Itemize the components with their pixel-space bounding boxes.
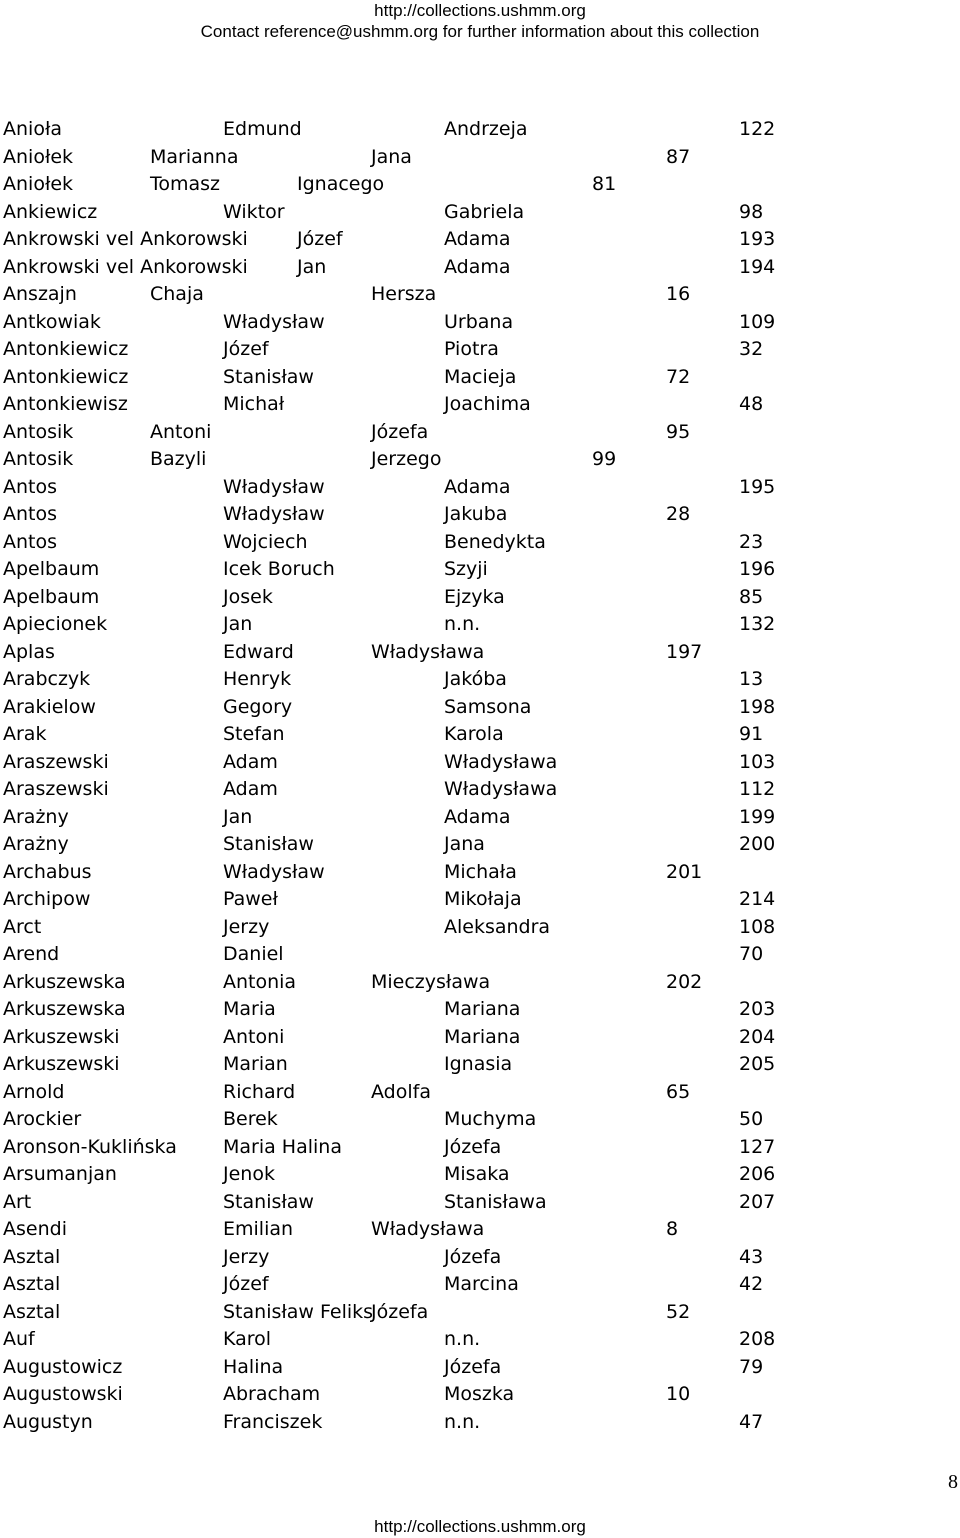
first-name-cell: Marian [223, 1053, 288, 1075]
number-cell: 132 [739, 613, 776, 635]
surname-cell: Antkowiak [3, 310, 101, 333]
header-url: http://collections.ushmm.org [374, 1, 586, 20]
number-cell: 32 [739, 338, 764, 360]
list-row [0, 1189, 960, 1217]
list-row [0, 1134, 960, 1162]
list-row [0, 969, 960, 997]
list-row [0, 1079, 960, 1107]
first-name-cell: Richard [223, 1080, 296, 1103]
list-row [0, 529, 960, 557]
list-row [0, 1161, 960, 1189]
surname-cell: Antos [3, 475, 58, 498]
first-name-cell: Henryk [223, 668, 292, 690]
surname-cell: Antonkiewisz [3, 393, 128, 415]
surname-cell: Antonkiewicz [3, 365, 129, 388]
list-row [0, 886, 960, 914]
surname-cell: Anszajn [3, 283, 77, 305]
father-name-cell: Ignacego [297, 173, 385, 195]
first-name-cell: Antonia [223, 970, 297, 993]
list-row [0, 144, 960, 172]
father-name-cell: Andrzeja [444, 118, 528, 140]
father-name-cell: Mieczysława [371, 970, 491, 993]
surname-cell: Aplas [3, 640, 55, 663]
list-row [0, 1354, 960, 1382]
father-name-cell: n.n. [444, 1328, 481, 1350]
father-name-cell: Józefa [444, 1245, 502, 1268]
list-row [0, 721, 960, 749]
number-cell: 108 [739, 915, 776, 938]
number-cell: 81 [592, 173, 617, 195]
first-name-cell: Stanisław [223, 833, 314, 855]
father-name-cell: Muchyma [444, 1108, 537, 1130]
list-row [0, 336, 960, 364]
number-cell: 10 [666, 1383, 691, 1405]
father-name-cell: Józefa [371, 1300, 429, 1323]
surname-cell: Araszewski [3, 778, 109, 800]
list-row [0, 804, 960, 832]
number-cell: 85 [739, 585, 764, 608]
list-row [0, 694, 960, 722]
first-name-cell: Władysław [223, 310, 325, 333]
number-cell: 103 [739, 750, 776, 773]
list-row [0, 1409, 960, 1437]
first-name-cell: Icek Boruch [223, 558, 335, 580]
first-name-cell: Stanisław Feliks [223, 1300, 374, 1323]
surname-cell: Apelbaum [3, 585, 100, 608]
first-name-cell: Jerzy [223, 915, 270, 938]
surname-cell: Arct [3, 915, 42, 938]
list-row [0, 309, 960, 337]
father-name-cell: n.n. [444, 1410, 481, 1433]
father-name-cell: Jerzego [371, 448, 442, 470]
first-name-cell: Jan [223, 613, 253, 635]
surname-cell: Antonkiewicz [3, 338, 129, 360]
surname-cell: Arkuszewski [3, 1053, 120, 1075]
surname-cell: Arnold [3, 1080, 65, 1103]
first-name-cell: Józef [223, 1273, 269, 1295]
list-row [0, 171, 960, 199]
number-cell: 65 [666, 1080, 691, 1103]
number-cell: 207 [739, 1190, 776, 1213]
surname-cell: Aniołek [3, 173, 74, 195]
number-cell: 203 [739, 998, 776, 1020]
number-cell: 202 [666, 970, 703, 993]
first-name-cell: Tomasz [150, 173, 221, 195]
first-name-cell: Wojciech [223, 530, 308, 553]
father-name-cell: Gabriela [444, 200, 525, 223]
first-name-cell: Gegory [223, 695, 293, 718]
list-row [0, 1244, 960, 1272]
list-row [0, 776, 960, 804]
number-cell: 99 [592, 448, 617, 470]
surname-cell: Asztal [3, 1245, 61, 1268]
number-cell: 23 [739, 530, 764, 553]
number-cell: 91 [739, 723, 764, 745]
surname-cell: Antosik [3, 420, 74, 443]
first-name-cell: Paweł [223, 888, 278, 910]
list-row [0, 391, 960, 419]
father-name-cell: Ignasia [444, 1053, 513, 1075]
surname-cell: Antos [3, 503, 58, 525]
father-name-cell: Jana [371, 145, 412, 168]
first-name-cell: Berek [223, 1108, 278, 1130]
number-cell: 52 [666, 1300, 691, 1323]
first-name-cell: Halina [223, 1355, 284, 1378]
first-name-cell: Władysław [223, 860, 325, 883]
number-cell: 214 [739, 888, 776, 910]
father-name-cell: Stanisława [444, 1190, 547, 1213]
number-cell: 206 [739, 1163, 776, 1185]
number-cell: 98 [739, 200, 764, 223]
name-list [0, 116, 960, 1436]
number-cell: 127 [739, 1135, 776, 1158]
surname-cell: Apiecionek [3, 613, 108, 635]
number-cell: 87 [666, 145, 691, 168]
surname-cell: Ankrowski vel Ankorowski [3, 255, 248, 278]
first-name-cell: Karol [223, 1328, 272, 1350]
number-cell: 43 [739, 1245, 764, 1268]
surname-cell: Arend [3, 943, 60, 965]
list-row [0, 1381, 960, 1409]
list-row [0, 1024, 960, 1052]
list-row [0, 116, 960, 144]
first-name-cell: Adam [223, 778, 278, 800]
number-cell: 42 [739, 1273, 764, 1295]
father-name-cell: Władysława [444, 778, 558, 800]
number-cell: 194 [739, 255, 776, 278]
first-name-cell: Edward [223, 640, 294, 663]
father-name-cell: Karola [444, 723, 504, 745]
list-row [0, 1271, 960, 1299]
first-name-cell: Stefan [223, 723, 285, 745]
first-name-cell: Abracham [223, 1383, 321, 1405]
surname-cell: Arabczyk [3, 668, 91, 690]
surname-cell: Arak [3, 723, 47, 745]
first-name-cell: Wiktor [223, 200, 285, 223]
list-row [0, 254, 960, 282]
number-cell: 205 [739, 1053, 776, 1075]
father-name-cell: Ejzyka [444, 585, 505, 608]
number-cell: 201 [666, 860, 703, 883]
father-name-cell: Mariana [444, 998, 521, 1020]
list-row [0, 1216, 960, 1244]
list-row [0, 584, 960, 612]
father-name-cell: Mikołaja [444, 888, 522, 910]
father-name-cell: Marcina [444, 1273, 519, 1295]
number-cell: 208 [739, 1328, 776, 1350]
father-name-cell: Adama [444, 475, 511, 498]
father-name-cell: Józefa [444, 1355, 502, 1378]
surname-cell: Araszewski [3, 750, 109, 773]
list-row [0, 501, 960, 529]
father-name-cell: Mariana [444, 1025, 521, 1048]
number-cell: 109 [739, 310, 776, 333]
list-row [0, 226, 960, 254]
number-cell: 198 [739, 695, 776, 718]
first-name-cell: Stanisław [223, 1190, 314, 1213]
number-cell: 72 [666, 365, 691, 388]
number-cell: 122 [739, 118, 776, 140]
list-row [0, 941, 960, 969]
father-name-cell: Benedykta [444, 530, 546, 553]
first-name-cell: Franciszek [223, 1410, 323, 1433]
number-cell: 8 [666, 1218, 679, 1240]
number-cell: 199 [739, 805, 776, 828]
father-name-cell: Urbana [444, 310, 514, 333]
list-row [0, 859, 960, 887]
surname-cell: Arsumanjan [3, 1163, 117, 1185]
number-cell: 95 [666, 420, 691, 443]
number-cell: 70 [739, 943, 764, 965]
father-name-cell: Jakóba [444, 668, 507, 690]
first-name-cell: Adam [223, 750, 278, 773]
number-cell: 47 [739, 1410, 764, 1433]
surname-cell: Arkuszewska [3, 970, 126, 993]
list-row [0, 1106, 960, 1134]
first-name-cell: Antoni [223, 1025, 285, 1048]
first-name-cell: Maria Halina [223, 1135, 342, 1158]
first-name-cell: Jan [223, 805, 253, 828]
surname-cell: Art [3, 1190, 32, 1213]
surname-cell: Ankrowski vel Ankorowski [3, 228, 248, 250]
first-name-cell: Jenok [223, 1163, 275, 1185]
father-name-cell: Hersza [371, 283, 437, 305]
surname-cell: Arockier [3, 1108, 82, 1130]
list-row [0, 639, 960, 667]
father-name-cell: n.n. [444, 613, 481, 635]
first-name-cell: Władysław [223, 475, 325, 498]
number-cell: 112 [739, 778, 776, 800]
father-name-cell: Macieja [444, 365, 517, 388]
father-name-cell: Jakuba [444, 503, 508, 525]
number-cell: 197 [666, 640, 703, 663]
surname-cell: Arażny [3, 805, 69, 828]
father-name-cell: Moszka [444, 1383, 515, 1405]
list-row [0, 914, 960, 942]
list-row [0, 996, 960, 1024]
list-row [0, 474, 960, 502]
father-name-cell: Misaka [444, 1163, 510, 1185]
father-name-cell: Jana [444, 833, 485, 855]
surname-cell: Augustowski [3, 1383, 123, 1405]
list-row [0, 831, 960, 859]
number-cell: 48 [739, 393, 764, 415]
surname-cell: Asztal [3, 1273, 61, 1295]
surname-cell: Antosik [3, 448, 74, 470]
list-row [0, 419, 960, 447]
first-name-cell: Emilian [223, 1218, 294, 1240]
surname-cell: Augustowicz [3, 1355, 123, 1378]
surname-cell: Aniołek [3, 145, 74, 168]
list-row [0, 199, 960, 227]
number-cell: 28 [666, 503, 691, 525]
surname-cell: Arażny [3, 833, 69, 855]
surname-cell: Anioła [3, 118, 62, 140]
father-name-cell: Michała [444, 860, 517, 883]
list-row [0, 611, 960, 639]
surname-cell: Archabus [3, 860, 92, 883]
father-name-cell: Joachima [444, 393, 531, 415]
surname-cell: Ankiewicz [3, 200, 98, 223]
father-name-cell: Władysława [444, 750, 558, 773]
surname-cell: Arkuszewska [3, 998, 126, 1020]
list-row [0, 446, 960, 474]
father-name-cell: Adama [444, 228, 511, 250]
list-row [0, 666, 960, 694]
surname-cell: Antos [3, 530, 58, 553]
first-name-cell: Antoni [150, 420, 212, 443]
header-contact-line: Contact reference@ushmm.org for further information about this collection [200, 22, 760, 41]
number-cell: 50 [739, 1108, 764, 1130]
father-name-cell: Piotra [444, 338, 499, 360]
father-name-cell: Aleksandra [444, 915, 551, 938]
father-name-cell: Adama [444, 255, 511, 278]
list-row [0, 556, 960, 584]
first-name-cell: Józef [223, 338, 269, 360]
page-number: 8 [948, 1471, 958, 1493]
surname-cell: Apelbaum [3, 558, 100, 580]
surname-cell: Arakielow [3, 695, 96, 718]
number-cell: 193 [739, 228, 776, 250]
surname-cell: Archipow [3, 888, 91, 910]
first-name-cell: Jan [297, 255, 327, 278]
first-name-cell: Josek [223, 585, 273, 608]
first-name-cell: Jerzy [223, 1245, 270, 1268]
father-name-cell: Adolfa [371, 1080, 431, 1103]
first-name-cell: Stanisław [223, 365, 314, 388]
list-row [0, 1326, 960, 1354]
list-row [0, 1299, 960, 1327]
surname-cell: Asztal [3, 1300, 61, 1323]
footer-url: http://collections.ushmm.org [374, 1517, 586, 1536]
father-name-cell: Władysława [371, 640, 485, 663]
first-name-cell: Edmund [223, 118, 302, 140]
number-cell: 13 [739, 668, 764, 690]
first-name-cell: Bazyli [150, 448, 207, 470]
first-name-cell: Władysław [223, 503, 325, 525]
surname-cell: Asendi [3, 1218, 67, 1240]
number-cell: 200 [739, 833, 776, 855]
first-name-cell: Daniel [223, 943, 284, 965]
list-row [0, 364, 960, 392]
number-cell: 16 [666, 283, 691, 305]
surname-cell: Augustyn [3, 1410, 93, 1433]
list-row [0, 281, 960, 309]
father-name-cell: Samsona [444, 695, 532, 718]
father-name-cell: Józefa [371, 420, 429, 443]
surname-cell: Auf [3, 1328, 35, 1350]
first-name-cell: Maria [223, 998, 276, 1020]
list-row [0, 1051, 960, 1079]
number-cell: 204 [739, 1025, 776, 1048]
first-name-cell: Chaja [150, 283, 204, 305]
first-name-cell: Michał [223, 393, 285, 415]
number-cell: 195 [739, 475, 776, 498]
first-name-cell: Józef [297, 228, 343, 250]
first-name-cell: Marianna [150, 145, 239, 168]
father-name-cell: Szyji [444, 558, 488, 580]
father-name-cell: Adama [444, 805, 511, 828]
father-name-cell: Władysława [371, 1218, 485, 1240]
surname-cell: Arkuszewski [3, 1025, 120, 1048]
father-name-cell: Józefa [444, 1135, 502, 1158]
number-cell: 79 [739, 1355, 764, 1378]
list-row [0, 749, 960, 777]
surname-cell: Aronson-Kuklińska [3, 1135, 177, 1158]
number-cell: 196 [739, 558, 776, 580]
